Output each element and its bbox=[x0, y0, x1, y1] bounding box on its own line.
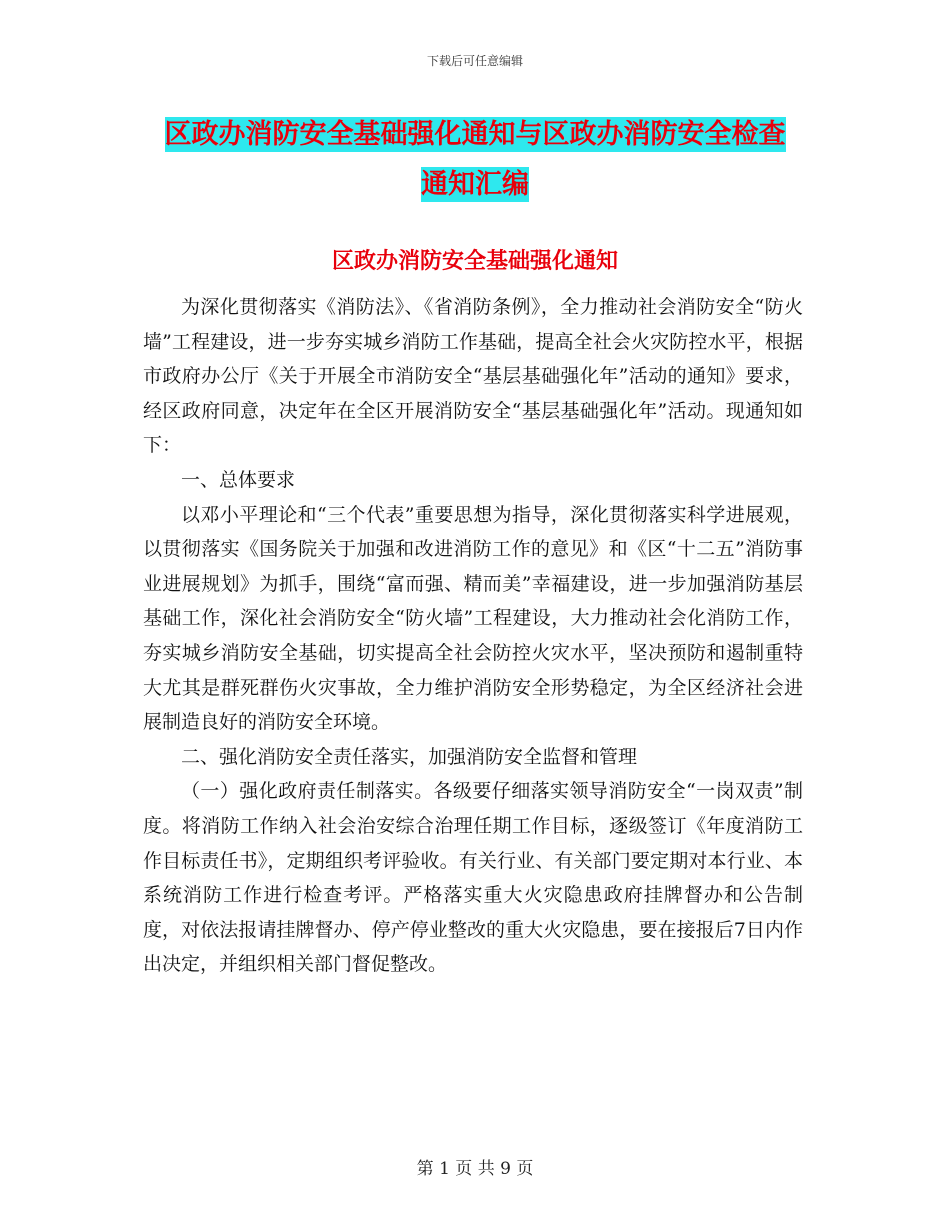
paragraph-intro: 为深化贯彻落实《消防法》、《省消防条例》，全力推动社会消防安全“防火墙”工程建设，进一步夯实城乡消防工作基础，提高全社会火灾防控水平，根据市政府办公厅《关于开展全市消防安全“基层基础强化年”活动的通知》要求，经区政府同意，决定年在全区开展消防安全“基层基础强化年”活动。现通知如下： bbox=[143, 296, 803, 457]
paragraph-government-responsibility: （一）强化政府责任制落实。各级要仔细落实领导消防安全“一岗双责”制度。将消防工作纳入社会治安综合治理任期工作目标，逐级签订《年度消防工作目标责任书》，定期组织考评验收。有关行业、有关部门要定期对本行业、本系统消防工作进行检查考评。严格落实重大火灾隐患政府挂牌督办和公告制度，对依法报请挂牌督办、停产停业整改的重大火灾隐患，要在接报后7日内作出决定，并组织相关部门督促整改。 bbox=[143, 780, 803, 976]
section-title: 区政办消防安全基础强化通知 bbox=[331, 248, 618, 274]
page-footer: 第 1 页 共 9 页 bbox=[416, 1159, 534, 1179]
heading-responsibility: 二、强化消防安全责任落实，加强消防安全监督和管理 bbox=[181, 745, 638, 768]
title-line-2: 通知汇编 bbox=[421, 169, 529, 200]
document-body bbox=[143, 290, 803, 982]
title-line-1: 区政办消防安全基础强化通知与区政办消防安全检查 bbox=[164, 119, 786, 150]
header-note: 下载后可任意编辑 bbox=[426, 54, 523, 68]
document-title bbox=[140, 110, 810, 210]
heading-overall-requirements: 一、总体要求 bbox=[181, 468, 296, 491]
paragraph-guidance: 以邓小平理论和“三个代表”重要思想为指导，深化贯彻落实科学进展观，以贯彻落实《国务院关于加强和改进消防工作的意见》和《区“十二五”消防事业进展规划》为抓手，围绕“富而强、精而美”幸福建设，进一步加强消防基层基础工作，深化社会消防安全“防火墙”工程建设，大力推动社会化消防工作，夯实城乡消防安全基础，切实提高全社会防控火灾水平，坚决预防和遏制重特大尤其是群死群伤火灾事故，全力维护消防安全形势稳定，为全区经济社会进展制造良好的消防安全环境。 bbox=[143, 503, 803, 734]
